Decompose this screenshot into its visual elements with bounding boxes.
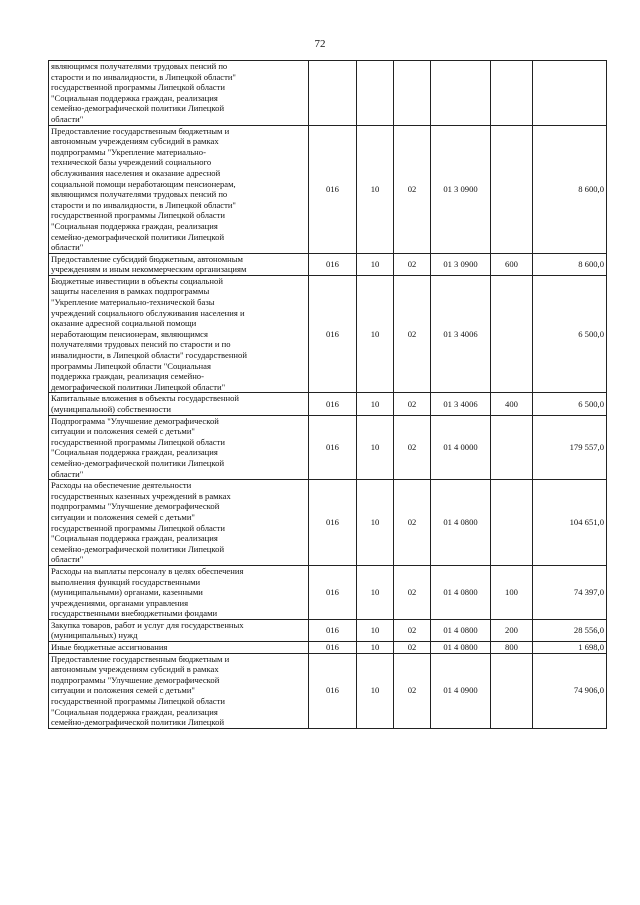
table-row [49, 619, 607, 641]
description-line: учреждениям и иным некоммерческим организациям [51, 264, 247, 275]
expense-type-cell: 200 [491, 619, 533, 641]
section-code-cell: 10 [357, 653, 394, 728]
subsection-code-cell: 02 [394, 415, 431, 480]
description-line: "Социальная поддержка граждан, реализация [51, 533, 218, 544]
ministry-code-cell: 016 [309, 480, 357, 566]
description-line: Расходы на обеспечение деятельности [51, 480, 192, 491]
description-cell [49, 275, 309, 393]
section-code-cell: 10 [357, 415, 394, 480]
section-code-cell: 10 [357, 642, 394, 654]
subsection-code-cell: 02 [394, 642, 431, 654]
description-line: области" [51, 468, 84, 479]
description-line: (муниципальных) нужд [51, 630, 138, 641]
description-line: области" [51, 242, 84, 253]
description-line: инвалидности, в Липецкой области" государственной [51, 350, 247, 361]
table-row [49, 253, 607, 275]
target-article-cell: 01 3 4006 [431, 393, 491, 415]
target-article-cell: 01 4 0900 [431, 653, 491, 728]
description-line: государственной программы Липецкой области [51, 210, 225, 221]
description-line: Капитальные вложения в объекты государственной [51, 393, 239, 404]
expense-type-cell [491, 480, 533, 566]
description-line: государственными внебюджетными фондами [51, 608, 218, 619]
subsection-code-cell: 02 [394, 565, 431, 619]
description-cell [49, 125, 309, 253]
table-row [49, 393, 607, 415]
description-line: социальной помощи неработающим пенсионерам, [51, 178, 236, 189]
description-line: неработающим пенсионерам, являющимся [51, 328, 208, 339]
ministry-code-cell [309, 61, 357, 126]
description-line: (муниципальными) органами, казенными [51, 587, 203, 598]
description-line: государственной программы Липецкой области [51, 436, 225, 447]
description-line: являющимся получателями трудовых пенсий по [51, 189, 228, 200]
description-cell [49, 653, 309, 728]
description-line: "Социальная поддержка граждан, реализация [51, 706, 218, 717]
amount-cell: 6 500,0 [533, 393, 607, 415]
description-line: программы Липецкой области "Социальная [51, 360, 211, 371]
expense-type-cell [491, 125, 533, 253]
expense-type-cell: 600 [491, 253, 533, 275]
description-line: государственной программы Липецкой области [51, 696, 225, 707]
description-line: защиты населения в рамках подпрограммы [51, 286, 210, 297]
expense-type-cell: 400 [491, 393, 533, 415]
ministry-code-cell: 016 [309, 619, 357, 641]
expense-type-cell: 100 [491, 565, 533, 619]
section-code-cell: 10 [357, 393, 394, 415]
subsection-code-cell: 02 [394, 480, 431, 566]
description-line: государственной программы Липецкой области [51, 522, 225, 533]
subsection-code-cell: 02 [394, 393, 431, 415]
table-row [49, 275, 607, 393]
expense-type-cell: 800 [491, 642, 533, 654]
description-line: семейно-демографической политики Липецкой [51, 103, 225, 114]
description-line: обслуживания населения и оказание адресной [51, 167, 221, 178]
description-line: ситуации и положения семей с детьми" [51, 685, 195, 696]
description-line: "Социальная поддержка граждан, реализация [51, 447, 218, 458]
ministry-code-cell: 016 [309, 642, 357, 654]
description-line: Расходы на выплаты персоналу в целях обеспечения [51, 565, 244, 576]
description-cell [49, 393, 309, 415]
subsection-code-cell: 02 [394, 619, 431, 641]
description-line: (муниципальной) собственности [51, 404, 171, 414]
table-row [49, 415, 607, 480]
target-article-cell: 01 3 0900 [431, 125, 491, 253]
section-code-cell: 10 [357, 253, 394, 275]
table-row [49, 565, 607, 619]
description-line: учреждений социального обслуживания населения и [51, 307, 245, 318]
target-article-cell: 01 3 0900 [431, 253, 491, 275]
description-cell [49, 480, 309, 566]
target-article-cell: 01 4 0800 [431, 642, 491, 654]
target-article-cell: 01 3 4006 [431, 275, 491, 393]
description-line: Иные бюджетные ассигнования [51, 642, 168, 653]
amount-cell: 28 556,0 [533, 619, 607, 641]
description-line: области" [51, 113, 84, 124]
amount-cell: 104 651,0 [533, 480, 607, 566]
amount-cell: 179 557,0 [533, 415, 607, 480]
description-cell [49, 565, 309, 619]
description-cell [49, 619, 309, 641]
description-line: Подпрограмма "Улучшение демографической [51, 415, 219, 426]
subsection-code-cell: 02 [394, 275, 431, 393]
section-code-cell: 10 [357, 480, 394, 566]
description-line: оказание адресной социальной помощи [51, 318, 197, 329]
description-line: семейно-демографической политики Липецкой [51, 457, 225, 468]
ministry-code-cell: 016 [309, 565, 357, 619]
description-line: старости и по инвалидности, в Липецкой области" [51, 71, 236, 82]
ministry-code-cell: 016 [309, 275, 357, 393]
description-line: семейно-демографической политики Липецкой [51, 543, 225, 554]
ministry-code-cell: 016 [309, 125, 357, 253]
amount-cell: 74 906,0 [533, 653, 607, 728]
target-article-cell [431, 61, 491, 126]
section-code-cell [357, 61, 394, 126]
description-cell [49, 415, 309, 480]
description-line: ситуации и положения семей с детьми" [51, 511, 195, 522]
description-cell [49, 61, 309, 126]
page-number: 72 [314, 38, 326, 50]
description-line: поддержка граждан, реализация семейно- [51, 371, 204, 382]
section-code-cell: 10 [357, 125, 394, 253]
subsection-code-cell: 02 [394, 653, 431, 728]
target-article-cell: 01 4 0800 [431, 619, 491, 641]
description-line: старости и по инвалидности, в Липецкой области" [51, 199, 236, 210]
description-line: автономным учреждениям субсидий в рамках [51, 664, 219, 675]
description-line: "Социальная поддержка граждан, реализация [51, 92, 218, 103]
subsection-code-cell: 02 [394, 253, 431, 275]
description-line: ситуации и положения семей с детьми" [51, 426, 195, 437]
subsection-code-cell: 02 [394, 125, 431, 253]
target-article-cell: 01 4 0000 [431, 415, 491, 480]
description-line: Предоставление субсидий бюджетным, автономным [51, 253, 243, 264]
description-line: получателями трудовых пенсий по старости и по [51, 339, 231, 350]
description-line: демографической политики Липецкой области" [51, 381, 226, 392]
description-line: являющимся получателями трудовых пенсий по [51, 61, 228, 71]
budget-table-body [49, 61, 607, 729]
description-line: подпрограммы "Улучшение демографической [51, 501, 220, 512]
amount-cell [533, 61, 607, 126]
table-row [49, 125, 607, 253]
description-line: Закупка товаров, работ и услуг для государственных [51, 619, 244, 630]
description-line: Предоставление государственным бюджетным и [51, 125, 230, 136]
description-line: области" [51, 554, 84, 565]
table-row [49, 653, 607, 728]
amount-cell: 8 600,0 [533, 253, 607, 275]
table-row [49, 480, 607, 566]
section-code-cell: 10 [357, 619, 394, 641]
expense-type-cell [491, 415, 533, 480]
description-cell [49, 253, 309, 275]
amount-cell: 74 397,0 [533, 565, 607, 619]
ministry-code-cell: 016 [309, 253, 357, 275]
section-code-cell: 10 [357, 565, 394, 619]
target-article-cell: 01 4 0800 [431, 565, 491, 619]
description-line: государственных казенных учреждений в рамках [51, 490, 231, 501]
description-line: Бюджетные инвестиции в объекты социальной [51, 275, 223, 286]
budget-table [48, 60, 607, 729]
description-line: подпрограммы "Укрепление материально- [51, 146, 206, 157]
subsection-code-cell [394, 61, 431, 126]
table-row [49, 61, 607, 126]
description-line: семейно-демографической политики Липецкой [51, 231, 225, 242]
section-code-cell: 10 [357, 275, 394, 393]
amount-cell: 6 500,0 [533, 275, 607, 393]
description-line: "Укрепление материально-технической базы [51, 297, 215, 308]
ministry-code-cell: 016 [309, 415, 357, 480]
expense-type-cell [491, 653, 533, 728]
amount-cell: 1 698,0 [533, 642, 607, 654]
description-line: подпрограммы "Улучшение демографической [51, 674, 220, 685]
amount-cell: 8 600,0 [533, 125, 607, 253]
ministry-code-cell: 016 [309, 393, 357, 415]
description-line: семейно-демографической политики Липецкой [51, 717, 225, 728]
table-row [49, 642, 607, 654]
description-line: Предоставление государственным бюджетным и [51, 653, 230, 664]
description-line: технической базы учреждений социального [51, 157, 212, 168]
description-line: государственной программы Липецкой области [51, 82, 225, 93]
description-cell [49, 642, 309, 654]
target-article-cell: 01 4 0800 [431, 480, 491, 566]
expense-type-cell [491, 275, 533, 393]
description-line: автономным учреждениям субсидий в рамках [51, 136, 219, 147]
description-line: "Социальная поддержка граждан, реализация [51, 220, 218, 231]
description-line: выполнения функций государственными [51, 576, 201, 587]
ministry-code-cell: 016 [309, 653, 357, 728]
expense-type-cell [491, 61, 533, 126]
description-line: учреждениями, органами управления [51, 597, 189, 608]
